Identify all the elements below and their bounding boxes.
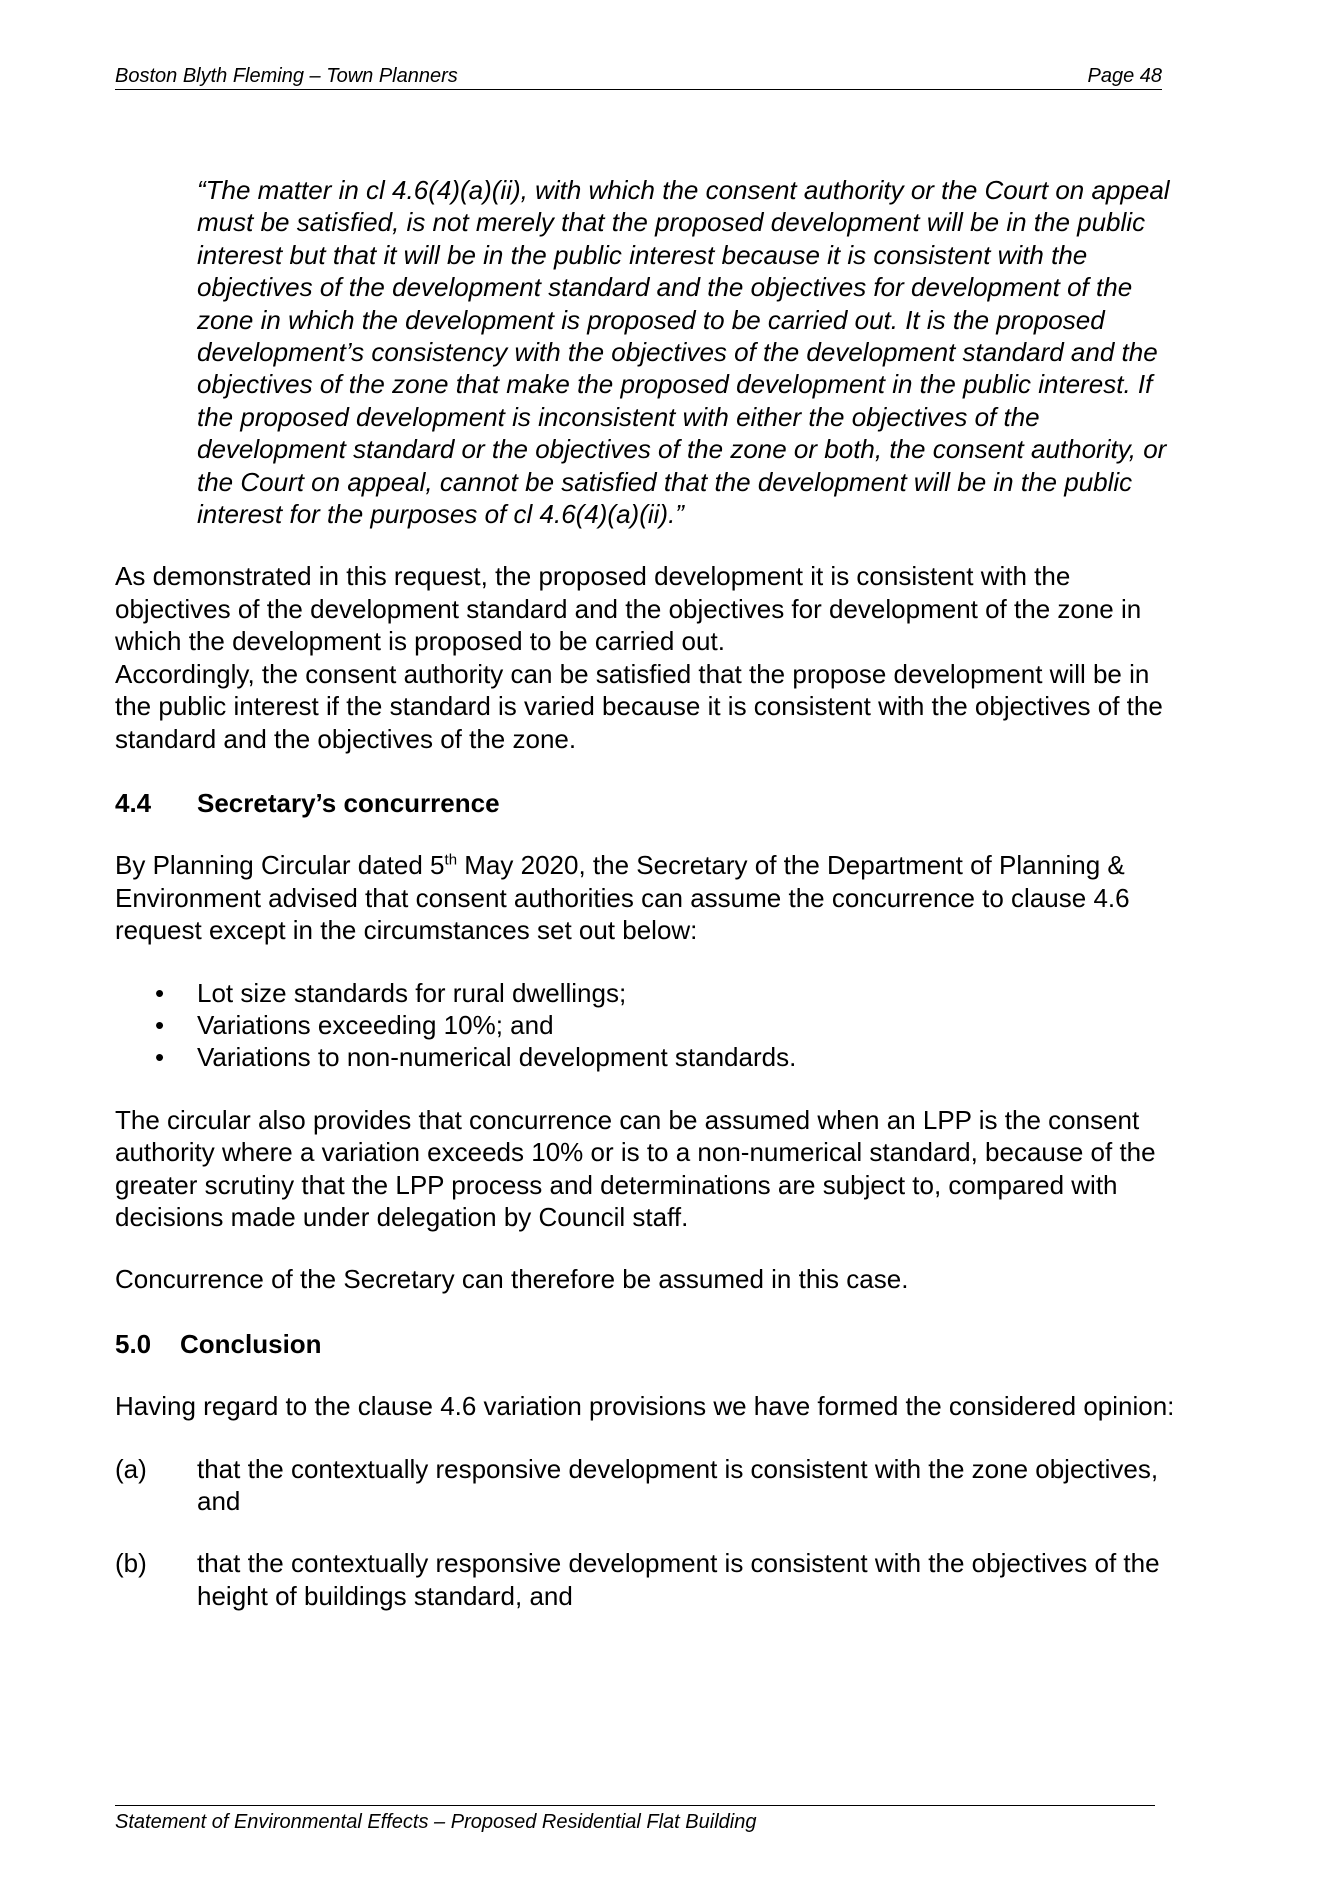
header-page-number: Page 48 [1087,65,1162,87]
item-text: that the contextually responsive development is consistent with the zone objectives, and [197,1453,1159,1516]
conclusion-item-b [115,1547,1175,1612]
list-item-text: Variations exceeding 10%; and [197,1009,554,1040]
section-number: 4.4 [115,787,152,818]
list-item-text: Lot size standards for rural dwellings; [197,977,627,1008]
section-heading-5-0 [115,1328,1175,1360]
list-item [115,977,1175,1009]
item-label: (b) [115,1548,147,1579]
section-title: Conclusion [180,1328,322,1359]
item-text: that the contextually responsive development is consistent with the objectives of the height of buildings standard, and [197,1548,1160,1611]
circular-text-start: By Planning Circular dated 5 [115,850,445,881]
list-item [115,1009,1175,1041]
page-footer: Statement of Environmental Effects – Proposed Residential Flat Building [115,1805,1155,1834]
section-title: Secretary’s concurrence [197,787,500,818]
block-quote: “The matter in cl 4.6(4)(a)(ii), with which the consent authority or the Court on appeal must be satisfied, is not merely that the proposed development will be in the public interest but that it will be in the public interest because it is consistent with the objectives of the development standard and the objectives for development of the zone in which the development is proposed to be carried out. It is the proposed development’s consistency with the objectives of the development standard and the objectives of the zone that make the proposed development in the public interest. If the proposed development is inconsistent with either the objectives of the development standard or the objectives of the zone or both, the consent authority, or the Court on appeal, cannot be satisfied that the development will be in the public interest for the purposes of cl 4.6(4)(a)(ii).” [197,175,1170,530]
page-content [115,174,1175,1612]
page-header [115,64,1162,90]
paragraph-accordingly: Accordingly, the consent authority can be satisfied that the propose development will be in the public interest if the standard is varied because it is consistent with the objectives of the standard and the objectives of the zone. [115,658,1163,754]
section-heading-4-4 [115,787,1175,819]
paragraph-demonstrated: As demonstrated in this request, the proposed development it is consistent with the objectives of the development standard and the objectives for development of the zone in which the development is proposed to be carried out. [115,561,1142,657]
paragraph-circular-also: The circular also provides that concurrence can be assumed when an LPP is the consent authority where a variation exceeds 10% or is to a non-numerical standard, because of the greater scrutiny that the LPP process and determinations are subject to, compared with decisions made under delegation by Council staff. [115,1104,1156,1232]
bullet-icon: • [155,977,165,1008]
item-label: (a) [115,1453,147,1484]
conclusion-item-a [115,1453,1175,1518]
circular-text-end: May 2020, the Secretary of the Department of Planning & Environment advised that consent authorities can assume the concurrence to clause 4.6 request except in the circumstances set out below: [115,850,1130,946]
header-firm-name: Boston Blyth Fleming – Town Planners [115,65,458,87]
section-number: 5.0 [115,1328,152,1359]
bullet-icon: • [155,1009,165,1040]
paragraph-concurrence-assumed: Concurrence of the Secretary can therefore be assumed in this case. [115,1264,909,1295]
list-item-text: Variations to non-numerical development standards. [197,1042,797,1073]
list-item [115,1041,1175,1073]
circumstances-list [115,977,1175,1074]
paragraph-having-regard: Having regard to the clause 4.6 variation provisions we have formed the considered opinion: [115,1391,1175,1422]
bullet-icon: • [155,1042,165,1073]
paragraph-planning-circular [115,849,1175,946]
ordinal-suffix: th [444,851,458,869]
